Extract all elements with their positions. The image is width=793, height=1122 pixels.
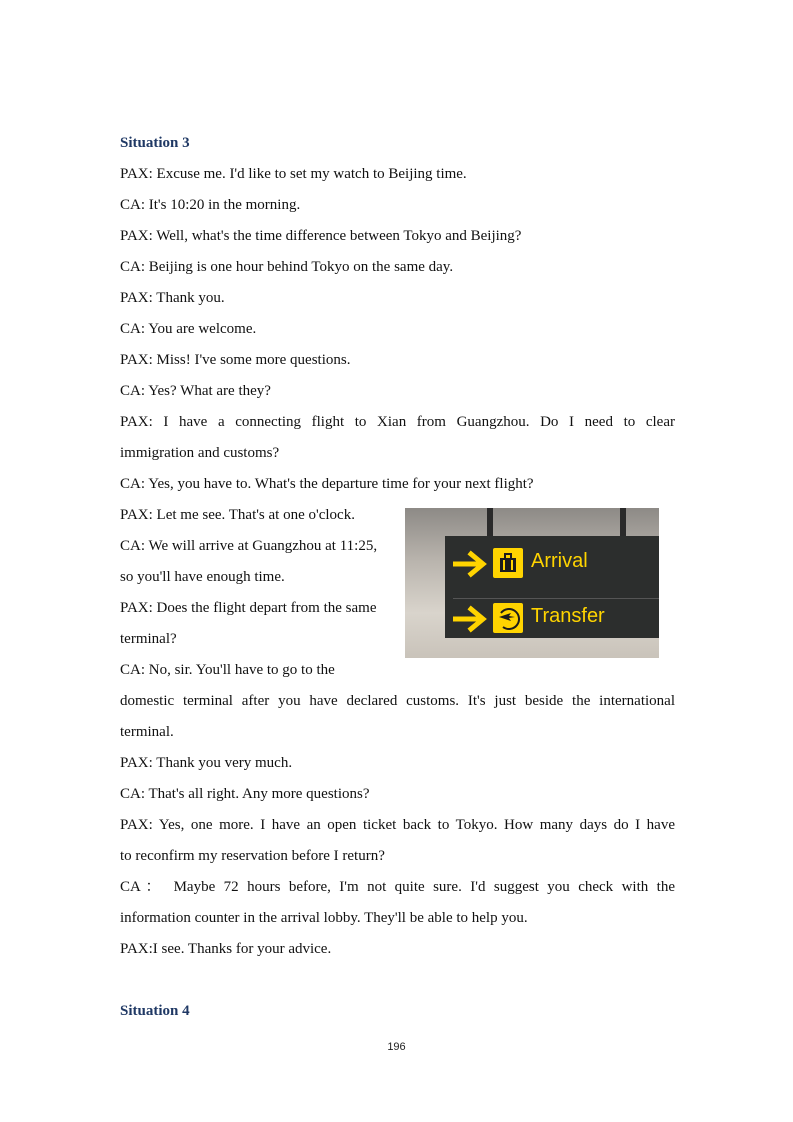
luggage-icon	[493, 548, 523, 578]
dialogue-line: PAX: I have a connecting flight to Xian from Guangzhou. Do I need to clear	[120, 414, 675, 430]
dialogue-line: CA： Maybe 72 hours before, I'm not quite sure. I'd suggest you check with the	[120, 879, 675, 895]
dialogue-with-photo	[120, 500, 675, 686]
situation-3-heading: Situation 3	[120, 135, 190, 151]
section-spacer	[120, 965, 675, 996]
dialogue-line: CA: It's 10:20 in the morning.	[120, 197, 301, 213]
airport-sign-photo	[405, 508, 659, 658]
dialogue-line: CA: Beijing is one hour behind Tokyo on the same day.	[120, 259, 454, 275]
sign-transfer-text: Transfer	[531, 605, 605, 627]
document-body	[120, 128, 675, 1027]
dialogue-line: PAX:I see. Thanks for your advice.	[120, 941, 332, 957]
sign-row-arrival	[453, 544, 659, 584]
dialogue-line: PAX: Does the flight depart from the same	[120, 600, 377, 616]
dialogue-line: PAX: Well, what's the time difference between Tokyo and Beijing?	[120, 228, 522, 244]
page-number: 196	[387, 1041, 406, 1053]
dialogue-line: to reconfirm my reservation before I return?	[120, 848, 385, 864]
dialogue-line: PAX: Miss! I've some more questions.	[120, 352, 351, 368]
dialogue-line: PAX: Let me see. That's at one o'clock.	[120, 507, 355, 523]
dialogue-line: PAX: Yes, one more. I have an open ticket back to Tokyo. How many days do I have	[120, 817, 675, 833]
dialogue-line: CA: Yes? What are they?	[120, 383, 271, 399]
sign-pole	[620, 508, 626, 538]
situation-4-heading: Situation 4	[120, 1003, 190, 1019]
sign-arrival-text: Arrival	[531, 550, 588, 572]
arrow-right-icon	[453, 550, 489, 578]
dialogue-line: CA: That's all right. Any more questions?	[120, 786, 370, 802]
dialogue-line: PAX: Excuse me. I'd like to set my watch to Beijing time.	[120, 166, 467, 182]
dialogue-line: CA: No, sir. You'll have to go to the	[120, 662, 335, 678]
dialogue-line: CA: Yes, you have to. What's the departure time for your next flight?	[120, 476, 534, 492]
transfer-plane-icon	[493, 603, 523, 633]
dialogue-line: PAX: Thank you very much.	[120, 755, 293, 771]
dialogue-line: terminal.	[120, 724, 174, 740]
dialogue-bottom	[120, 686, 675, 965]
dialogue-line: CA: You are welcome.	[120, 321, 257, 337]
arrow-right-icon	[453, 605, 489, 633]
dialogue-line: terminal?	[120, 631, 177, 647]
sign-row-transfer	[453, 598, 659, 639]
dialogue-line: domestic terminal after you have declared customs. It's just beside the international	[120, 693, 675, 709]
sign-pole	[487, 508, 493, 538]
dialogue-line: information counter in the arrival lobby. They'll be able to help you.	[120, 910, 528, 926]
dialogue-wrapped-column	[120, 500, 398, 686]
dialogue-line: so you'll have enough time.	[120, 569, 285, 585]
dialogue-line: immigration and customs?	[120, 445, 280, 461]
dialogue-top	[120, 159, 675, 500]
dialogue-line: CA: We will arrive at Guangzhou at 11:25,	[120, 538, 378, 554]
dialogue-line: PAX: Thank you.	[120, 290, 225, 306]
